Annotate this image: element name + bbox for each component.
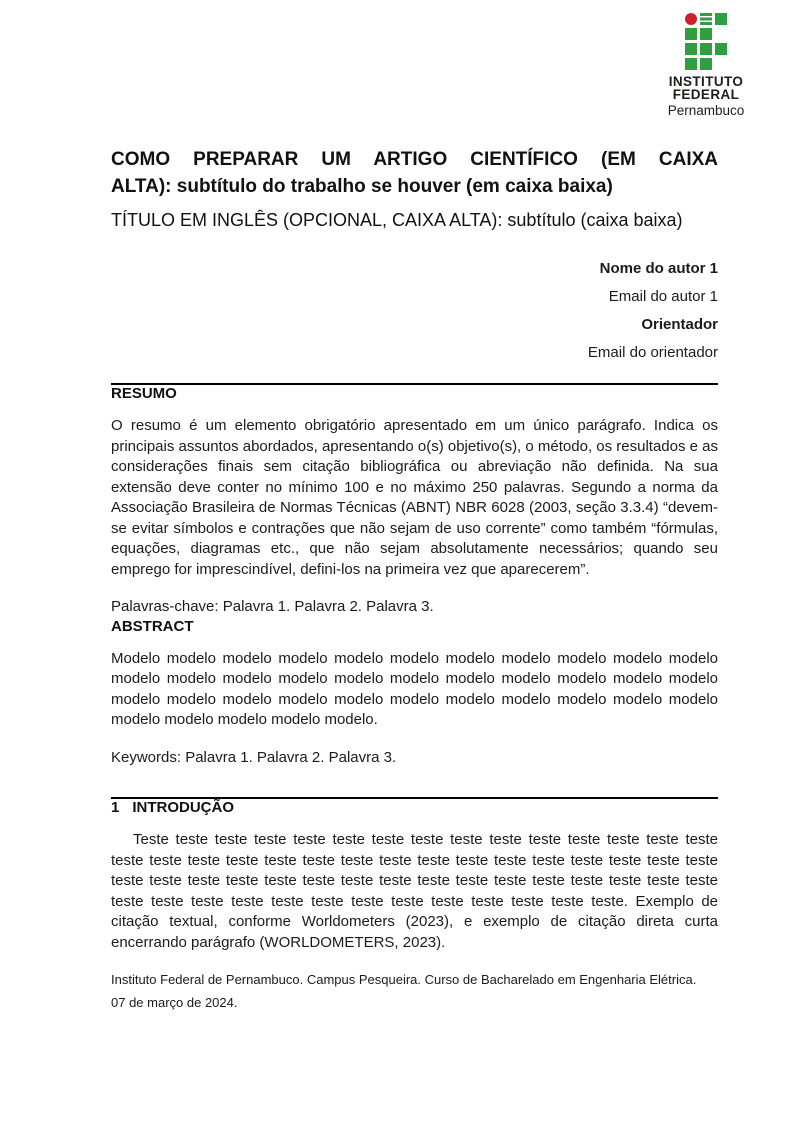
ifpe-logo-striped-square — [700, 13, 712, 25]
abstract-paragraph: Modelo modelo modelo modelo modelo modelo modelo modelo modelo modelo modelo modelo modelo modelo modelo modelo modelo modelo modelo modelo modelo modelo modelo modelo modelo modelo modelo modelo modelo modelo modelo modelo modelo modelo modelo modelo modelo modelo. — [111, 649, 718, 728]
ifpe-logo-dot — [685, 13, 697, 25]
author-name: Nome do autor 1 — [599, 260, 718, 277]
footnote-line2: 07 de março de 2024. — [111, 995, 238, 1010]
ifpe-logo-square — [700, 43, 712, 55]
introduction-paragraph: Teste teste teste teste teste teste teste teste teste teste teste teste teste teste teste teste teste teste teste teste teste teste teste teste teste teste teste teste teste teste teste teste teste teste teste teste teste teste teste teste teste teste teste teste teste teste teste teste teste teste teste teste teste teste teste teste teste teste teste teste. Exemplo de citação textual, conforme Worldometers (2023), e exemplo de citação direta curta encerrando parágrafo (WORLDOMETERS, 2023). — [111, 831, 718, 951]
ifpe-logo-square — [685, 28, 697, 40]
ifpe-logo-square — [700, 58, 712, 70]
ifpe-logo-square — [685, 58, 697, 70]
logo-institution-line1: INSTITUTO — [668, 74, 744, 89]
author-block — [111, 255, 718, 367]
ifpe-logo-mark-icon — [650, 13, 762, 70]
section-number: 1 — [111, 799, 120, 816]
ifpe-logo-square — [700, 28, 712, 40]
ifpe-logo-empty — [715, 58, 727, 70]
ifpe-logo-square — [715, 13, 727, 25]
ifpe-logo-empty — [715, 28, 727, 40]
footnote-line1: Instituto Federal de Pernambuco. Campus Pesqueira. Curso de Bacharelado em Engenharia Elétrica. — [111, 972, 697, 987]
logo-institution-line2: FEDERAL — [672, 87, 740, 102]
english-title: TÍTULO EM INGLÊS (OPCIONAL, CAIXA ALTA): subtítulo (caixa baixa) — [111, 210, 683, 230]
advisor-email: Email do orientador — [587, 344, 718, 361]
article-title-line2: ALTA): subtítulo do trabalho se houver (em caixa baixa) — [111, 176, 613, 197]
abstract-heading: ABSTRACT — [111, 617, 194, 635]
resumo-paragraph: O resumo é um elemento obrigatório apresentado em um único parágrafo. Indica os principais assuntos abordados, apresentando o(s) objetivo(s), o método, os resultados e as considerações finais sem citação bibliográfica ou abreviação não definida. Na sua extensão deve conter no mínimo 100 e no máximo 250 palavras. Segundo a norma da Associação Brasileira de Normas Técnicas (ABNT) NBR 6028 (2003, seção 3.3.4) “devem-se evitar símbolos e contrações que não sejam de uso corrente” como também “fórmulas, equações, diagramas etc., que não sejam absolutamente necessários; quando seu emprego for imprescindível, defini-los na primeira vez que aparecerem”. — [111, 417, 719, 578]
introduction-heading — [111, 799, 718, 817]
ifpe-logo — [650, 13, 762, 118]
keywords-line: Keywords: Palavra 1. Palavra 2. Palavra 3. — [111, 748, 397, 766]
logo-institution-line3: Pernambuco — [667, 103, 745, 118]
advisor-name: Orientador — [641, 316, 718, 333]
section-label: INTRODUÇÃO — [132, 799, 235, 816]
ifpe-logo-square — [715, 43, 727, 55]
resumo-heading: RESUMO — [111, 385, 177, 402]
ifpe-logo-square — [685, 43, 697, 55]
institution-footnote — [111, 968, 718, 1014]
article-title-line1: COMO PREPARAR UM ARTIGO CIENTÍFICO (EM CAIXA — [111, 149, 718, 170]
palavras-chave-line: Palavras-chave: Palavra 1. Palavra 2. Palavra 3. — [111, 598, 434, 615]
author-email: Email do autor 1 — [608, 288, 718, 305]
article-title — [111, 146, 718, 200]
